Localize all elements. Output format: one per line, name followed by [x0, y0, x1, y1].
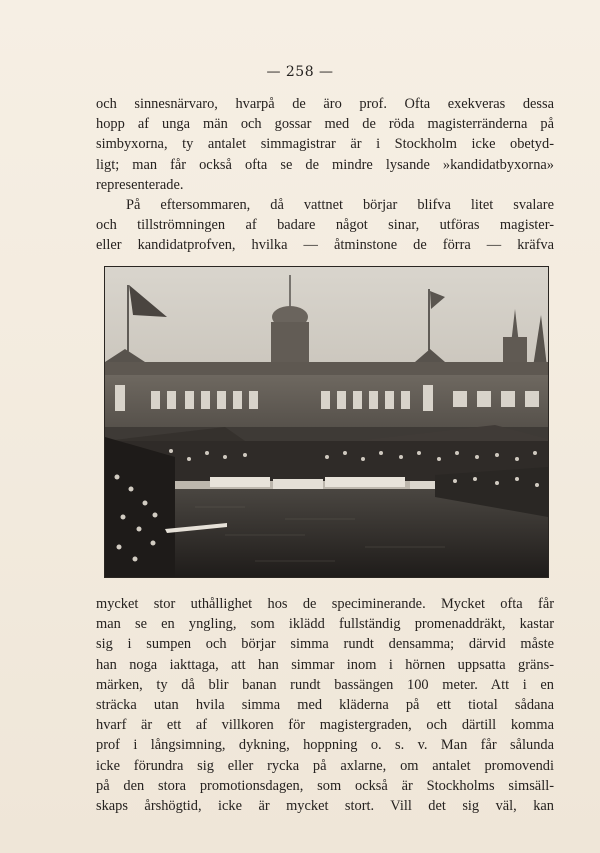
text-line: man se en yngling, som iklädd fullständig promenaddräkt, kastar	[96, 616, 554, 633]
text-line: mycket stor uthållighet hos de speciminerande. Mycket ofta får	[96, 596, 554, 612]
text-line: simbyxorna, ty antalet simmagistrar är i Stockholm icke obetyd-	[96, 136, 554, 153]
text-line: och sinnesnärvaro, hvarpå de äro prof. Ofta exekveras dessa	[96, 96, 554, 112]
text-line: prof i långsimning, dykning, hoppning o. s. v. Man får sålunda	[96, 737, 554, 754]
swimming-bath-photograph	[104, 266, 549, 578]
text-line: sig i sumpen och börjar simma rundt densamma; därvid måste	[96, 636, 554, 653]
text-line: hopp af unga män och gossar med de röda magisterränderna på	[96, 116, 554, 133]
text-line: skaps årshögtid, icke är mycket stort. Vill det sig väl, kan	[96, 798, 554, 815]
page-number: — 258 —	[266, 64, 334, 80]
text-line: representerade.	[96, 176, 184, 193]
paragraph-bottom	[96, 594, 554, 816]
text-line: sträcka utan hvila simma med kläderna på ett tiotal sådana	[96, 697, 554, 714]
paragraph-top	[96, 94, 554, 256]
text-line: På eftersommaren, då vattnet börjar blifva litet svalare	[126, 197, 554, 214]
text-line: hvarf är ett af villkoren för magistergraden, och därtill komma	[96, 717, 554, 734]
text-line: icke förundra sig eller rycka på axlarne, om antalet promovendi	[96, 757, 554, 774]
text-line: ligt; man får också ofta se de mindre lysande »kandidatbyxorna»	[96, 156, 554, 173]
text-line: han noga iakttaga, att han simmar inom i hörnen uppsatta gräns-	[96, 656, 554, 673]
text-line: märken, ty då blir banan rundt bassängen 100 meter. Att i en	[96, 676, 554, 693]
text-line: och tillströmningen af badare något sinar, utföras magister-	[96, 217, 554, 234]
text-line: eller kandidatprofven, hvilka — åtminstone de förra — kräfva	[96, 237, 554, 254]
text-line: på den stora promotionsdagen, som också är Stockholms simsäll-	[96, 777, 554, 794]
